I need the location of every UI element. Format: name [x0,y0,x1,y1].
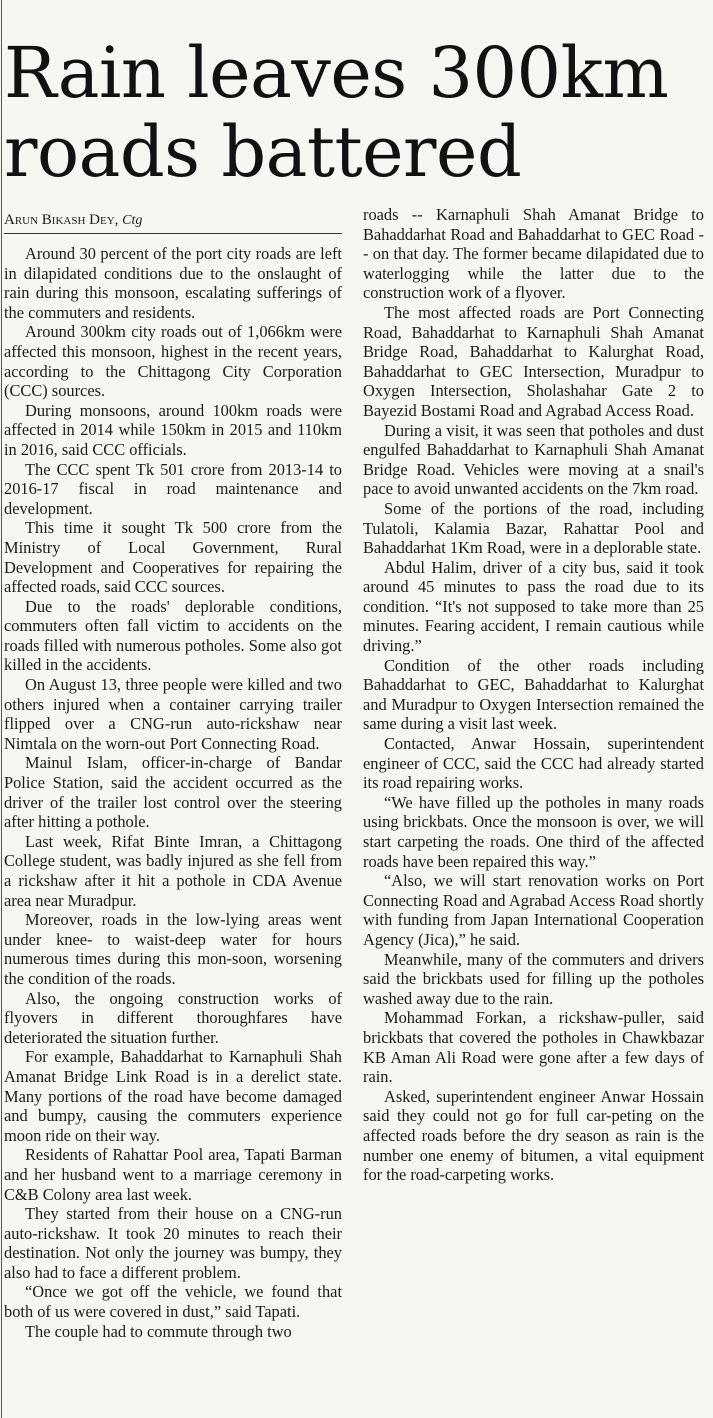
paragraph: During monsoons, around 100km roads were affected in 2014 while 150km in 2015 and 110km in 2016, said CCC officials. [4,400,342,459]
paragraph: Asked, superintendent engineer Anwar Hossain said they could not go for full car-peting on the affected roads before the dry season as rain is the number one enemy of bitumen, a vital equipment for the road-carpeting works. [363,1086,704,1185]
byline-author: Arun Bikash Dey, [4,212,119,228]
paragraph: Meanwhile, many of the commuters and drivers said the brickbats used for filling up the potholes washed away due to the rain. [363,949,704,1008]
byline-divider [4,233,342,234]
paragraph: On August 13, three people were killed and two others injured when a container carrying trailer flipped over a CNG-run auto-rickshaw near Nimtala on the worn-out Port Connecting Road. [4,675,342,753]
paragraph: This time it sought Tk 500 crore from the Ministry of Local Government, Rural Development and Cooperatives for repairing the affected roads, said CCC sources. [4,518,342,597]
paragraph: Condition of the other roads including Bahaddarhat to GEC, Bahaddarhat to Kalurghat and Muradpur to Oxygen Intersection remained the same during a visit last week. [363,655,704,734]
paragraph: The most affected roads are Port Connecting Road, Bahaddarhat to Karnaphuli Shah Amanat Bridge Road, Bahaddarhat to Kalurghat Road, Bahaddarhat to GEC Intersection, Muradpur to Oxygen Intersection, Sholashahar Gate 2 to Bayezid Bostami Road and Agrabad Access Road. [363,302,704,420]
page-edge-rule [1,0,2,1418]
article-column-2 [363,205,704,1405]
paragraph: Abdul Halim, driver of a city bus, said it took around 45 minutes to pass the road due to its condition. “It's not supposed to take more than 25 minutes. Fearing accident, I remain cautious while driving.” [363,557,704,656]
paragraph: Mohammad Forkan, a rickshaw-puller, said brickbats that covered the potholes in Chawkbazar KB Aman Ali Road were gone after a few days of rain. [363,1008,704,1087]
paragraph-continued: roads -- Karnaphuli Shah Amanat Bridge to Bahaddarhat Road and Bahaddarhat to GEC Road -- on that day. The former became dilapidated due to waterlogging while the latter due to the construction work of a flyover. [363,205,704,303]
paragraph: The CCC spent Tk 501 crore from 2013-14 to 2016-17 fiscal in road maintenance and development. [4,459,342,518]
paragraph: “Once we got off the vehicle, we found that both of us were covered in dust,” said Tapati. [4,1282,342,1322]
paragraph: Around 300km city roads out of 1,066km were affected this monsoon, highest in the recent years, according to the Chittagong City Corporation (CCC) sources. [4,322,342,401]
paragraph: Contacted, Anwar Hossain, superintendent engineer of CCC, said the CCC had already started its road repairing works. [363,734,704,793]
paragraph: Some of the portions of the road, including Tulatoli, Kalamia Bazar, Rahattar Pool and Bahaddarhat 1Km Road, were in a deplorable state. [363,498,704,558]
byline-location: Ctg [122,213,143,228]
paragraph: Last week, Rifat Binte Imran, a Chittagong College student, was badly injured as she fell from a rickshaw after it hit a pothole in CDA Avenue area near Muradpur. [4,831,342,910]
headline: Rain leaves 300km roads battered [4,32,669,193]
paragraph: Also, the ongoing construction works of flyovers in different thoroughfares have deteriorated the situation further. [4,988,342,1047]
paragraph: “Also, we will start renovation works on Port Connecting Road and Agrabad Access Road shortly with funding from Japan International Cooperation Agency (Jica),” he said. [363,871,704,949]
paragraph: Around 30 percent of the port city roads are left in dilapidated conditions due to the onslaught of rain during this monsoon, escalating sufferings of the commuters and residents. [4,244,342,322]
paragraph: They started from their house on a CNG-run auto-rickshaw. It took 20 minutes to reach their destination. Not only the journey was bumpy, they also had to face a different problem. [4,1204,342,1282]
paragraph: “We have filled up the potholes in many roads using brickbats. Once the monsoon is over, we will start carpeting the roads. One third of the affected roads have been repaired this way.” [363,792,704,871]
paragraph: Moreover, roads in the low-lying areas went under knee- to waist-deep water for hours numerous times during this mon-soon, worsening the condition of the roads. [4,910,342,988]
paragraph: Mainul Islam, officer-in-charge of Bandar Police Station, said the accident occurred as the driver of the trailer lost control over the steering after hitting a pothole. [4,753,342,832]
article-column-1 [4,244,342,1414]
paragraph: Due to the roads' deplorable conditions, commuters often fall victim to accidents on the roads filled with numerous potholes. Some also got killed in the accidents. [4,596,342,675]
paragraph: During a visit, it was seen that potholes and dust engulfed Bahaddarhat to Karnaphuli Shah Amanat Bridge Road. Vehicles were moving at a snail's pace to avoid unwanted accidents on the 7km road. [363,420,704,499]
paragraph: Residents of Rahattar Pool area, Tapati Barman and her husband went to a marriage ceremony in C&B Colony area last week. [4,1145,342,1204]
paragraph: The couple had to commute through two [25,1321,292,1341]
paragraph: For example, Bahaddarhat to Karnaphuli Shah Amanat Bridge Link Road is in a derelict state. Many portions of the road have become damaged and bumpy, causing the commuters experience moon ride on their way. [4,1047,342,1145]
byline [4,210,344,230]
